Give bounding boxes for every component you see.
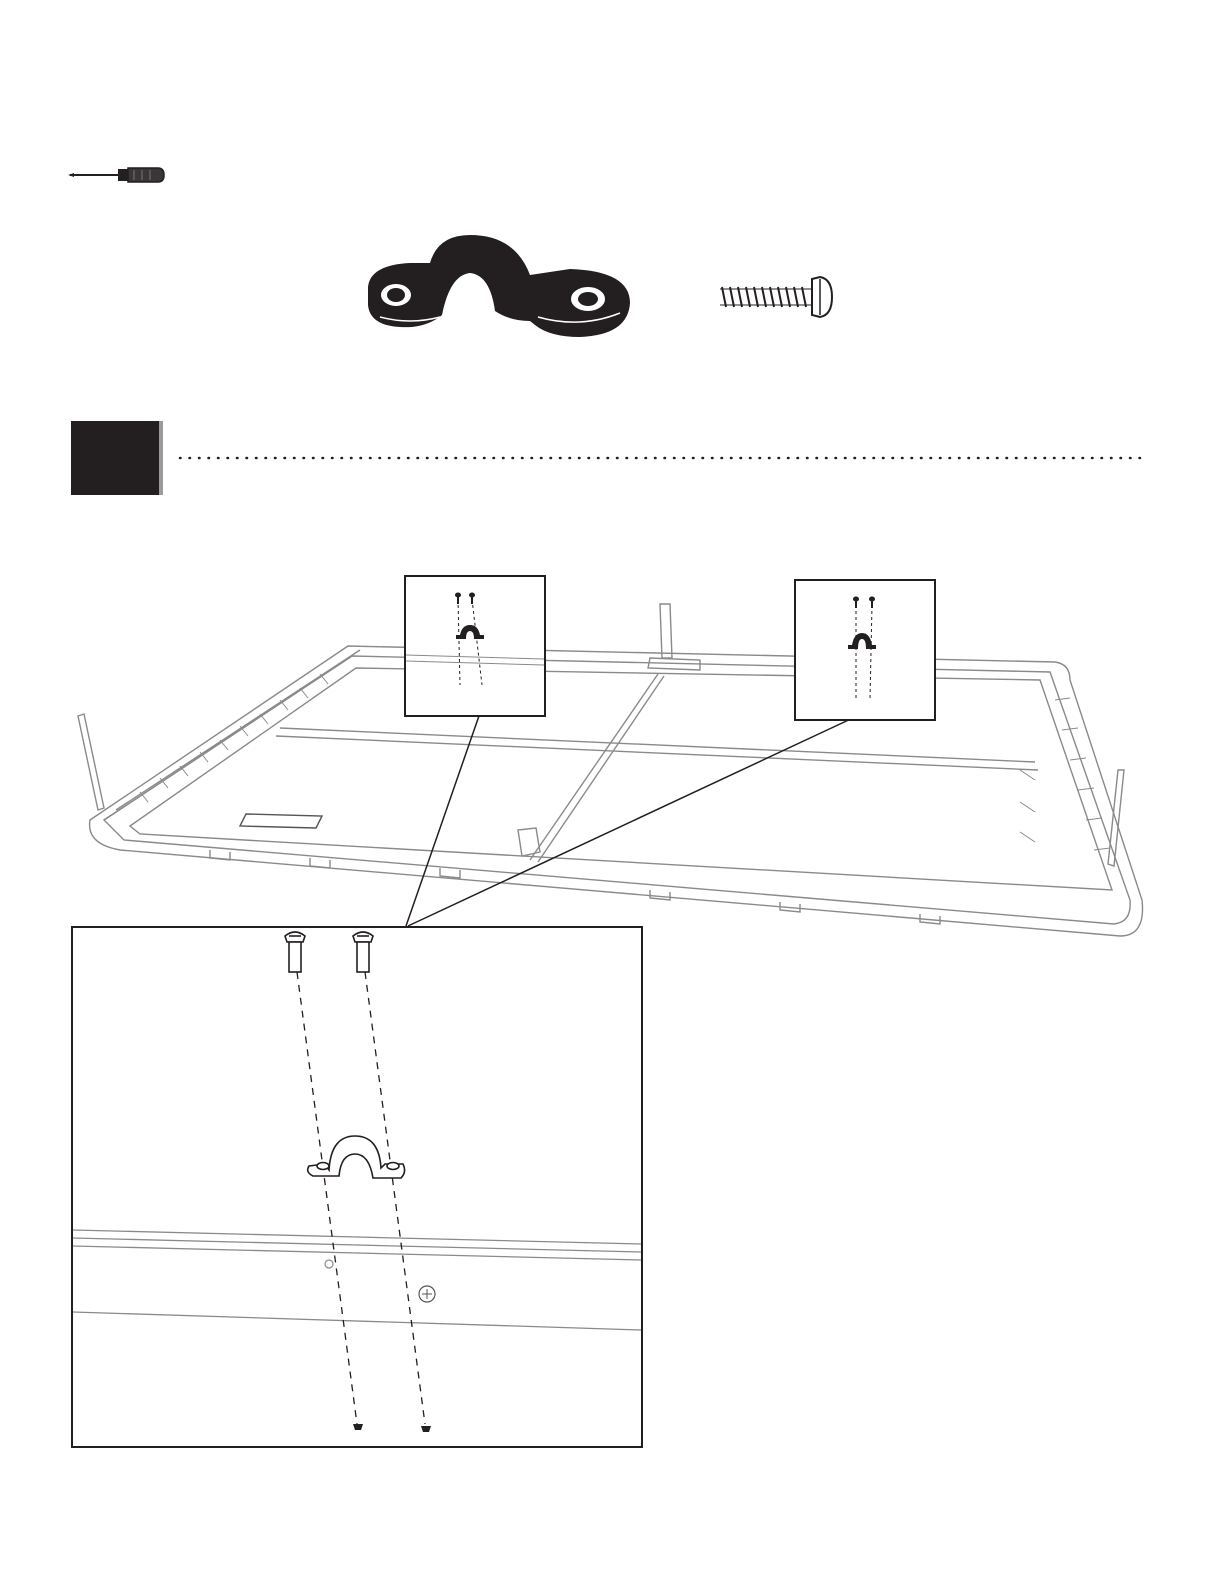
step-number [71,421,159,495]
screw-icon [720,277,832,317]
parts-list [350,225,870,355]
screw-icon [353,932,373,972]
enlarged-detail-view [71,926,643,1448]
step-badge-shadow [159,421,163,495]
strap-bracket-icon [368,235,630,337]
screw-icon [285,932,305,972]
step-number-badge [71,421,163,495]
dotted-divider [178,455,1148,461]
screwdriver-icon [60,150,180,200]
frame-assembly-illustration [60,570,1160,970]
inset-detail-right [794,579,936,721]
inset-detail-left [404,575,546,717]
